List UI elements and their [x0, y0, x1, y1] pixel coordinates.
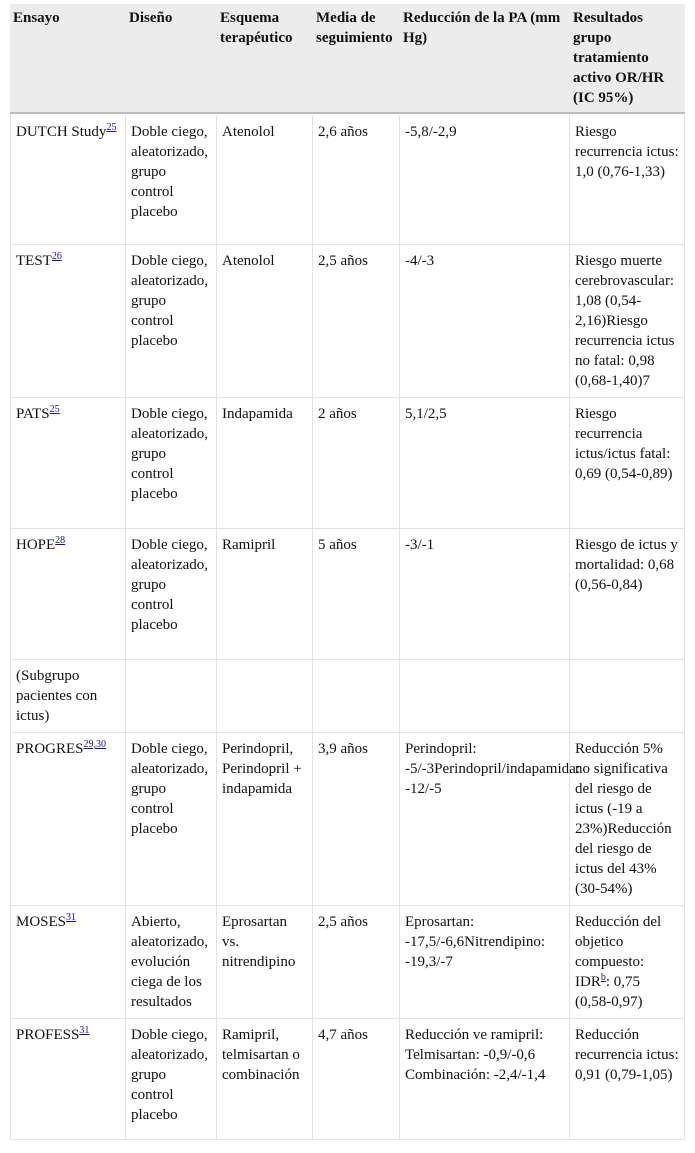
design-cell: Doble ciego, aleatorizado, grupo control placebo	[126, 245, 217, 398]
bp-reduction-cell: Eprosartan: -17,5/-6,6Nitrendipino: -19,3/-7	[400, 906, 570, 1019]
reference-link[interactable]: 26	[51, 251, 62, 262]
trial-cell: DUTCH Study$^{25}$	[10, 114, 126, 245]
followup-cell	[313, 660, 400, 733]
followup-cell: 2,5 años	[313, 245, 400, 398]
result-cell: Reducción recurrencia ictus: 0,91 (0,79-1,05)	[570, 1019, 685, 1140]
design-cell: Doble ciego, aleatorizado, grupo control placebo	[126, 114, 217, 245]
scheme-cell: Perindopril, Perindopril + indapamida	[217, 733, 313, 906]
scheme-cell	[217, 660, 313, 733]
design-cell: Abierto, aleatorizado, evolución ciega de los resultados	[126, 906, 217, 1019]
table-row	[10, 660, 685, 733]
table-row	[10, 398, 685, 529]
header-diseno: Diseño	[126, 4, 217, 114]
header-row	[10, 4, 685, 114]
bp-reduction-cell: Reducción ve ramipril: Telmisartan: -0,9/-0,6 Combinación: -2,4/-1,4	[400, 1019, 570, 1140]
header-reduccion-pa: Reducción de la PA (mm Hg)	[400, 4, 570, 114]
followup-cell: 3,9 años	[313, 733, 400, 906]
scheme-cell: Atenolol	[217, 114, 313, 245]
scheme-cell: Ramipril, telmisartan o combinación	[217, 1019, 313, 1140]
header-ensayo: Ensayo	[10, 4, 126, 114]
followup-cell: 2,5 años	[313, 906, 400, 1019]
reference-link[interactable]: 25	[106, 122, 117, 133]
bp-reduction-cell: -3/-1	[400, 529, 570, 660]
table-row	[10, 733, 685, 906]
design-cell	[126, 660, 217, 733]
result-cell: Riesgo recurrencia ictus/ictus fatal: 0,69 (0,54-0,89)	[570, 398, 685, 529]
followup-cell: 5 años	[313, 529, 400, 660]
design-cell: Doble ciego, aleatorizado, grupo control placebo	[126, 398, 217, 529]
table-row	[10, 906, 685, 1019]
trials-table	[10, 4, 685, 1140]
followup-cell: 2 años	[313, 398, 400, 529]
design-cell: Doble ciego, aleatorizado, grupo control placebo	[126, 1019, 217, 1140]
header-seguimiento: Media de seguimiento	[313, 4, 400, 114]
result-cell: Riesgo de ictus y mortalidad: 0,68 (0,56-0,84)	[570, 529, 685, 660]
followup-cell: 4,7 años	[313, 1019, 400, 1140]
followup-cell: 2,6 años	[313, 114, 400, 245]
scheme-cell: Atenolol	[217, 245, 313, 398]
trial-cell: HOPE$^{28}$	[10, 529, 126, 660]
bp-reduction-cell: -4/-3	[400, 245, 570, 398]
scheme-cell: Eprosartan vs. nitrendipino	[217, 906, 313, 1019]
design-cell: Doble ciego, aleatorizado, grupo control placebo	[126, 529, 217, 660]
scheme-cell: Indapamida	[217, 398, 313, 529]
table-row	[10, 1019, 685, 1140]
trial-cell: PROGRES$^{29,30}$	[10, 733, 126, 906]
header-resultados: Resultados grupo tratamiento activo OR/HR (IC 95%)	[570, 4, 685, 114]
bp-reduction-cell: Perindopril: -5/-3Perindopril/indapamida: -12/-5	[400, 733, 570, 906]
result-cell: Riesgo muerte cerebrovascular: 1,08 (0,54-2,16)Riesgo recurrencia ictus no fatal: 0,98 (0,68-1,40)7	[570, 245, 685, 398]
bp-reduction-cell	[400, 660, 570, 733]
scheme-cell: Ramipril	[217, 529, 313, 660]
reference-link[interactable]: 31	[66, 912, 77, 923]
trial-cell: (Subgrupo pacientes con ictus)	[10, 660, 126, 733]
bp-reduction-cell: 5,1/2,5	[400, 398, 570, 529]
trial-cell: PATS$^{25}$	[10, 398, 126, 529]
result-cell	[570, 660, 685, 733]
trial-cell: MOSES$^{31}$	[10, 906, 126, 1019]
reference-link[interactable]: 28	[55, 535, 66, 546]
result-cell: Riesgo recurrencia ictus: 1,0 (0,76-1,33)	[570, 114, 685, 245]
reference-link[interactable]: 25	[49, 404, 60, 415]
trial-cell: TEST$^{26}$	[10, 245, 126, 398]
header-esquema: Esquema terapéutico	[217, 4, 313, 114]
bp-reduction-cell: -5,8/-2,9	[400, 114, 570, 245]
design-cell: Doble ciego, aleatorizado, grupo control placebo	[126, 733, 217, 906]
result-cell: Reducción del objetico compuesto: IDR$^b$: 0,75 (0,58-0,97)	[570, 906, 685, 1019]
result-cell: Reducción 5% no significativa del riesgo de ictus (-19 a 23%)Reducción del riesgo de ictus del 43% (30-54%)	[570, 733, 685, 906]
footnote-link[interactable]: b	[600, 972, 606, 983]
reference-link[interactable]: 31	[79, 1025, 90, 1036]
trial-cell: PROFESS$^{31}$	[10, 1019, 126, 1140]
reference-link[interactable]: 29,30	[83, 739, 107, 750]
table-row	[10, 114, 685, 245]
table-row	[10, 245, 685, 398]
table-row	[10, 529, 685, 660]
